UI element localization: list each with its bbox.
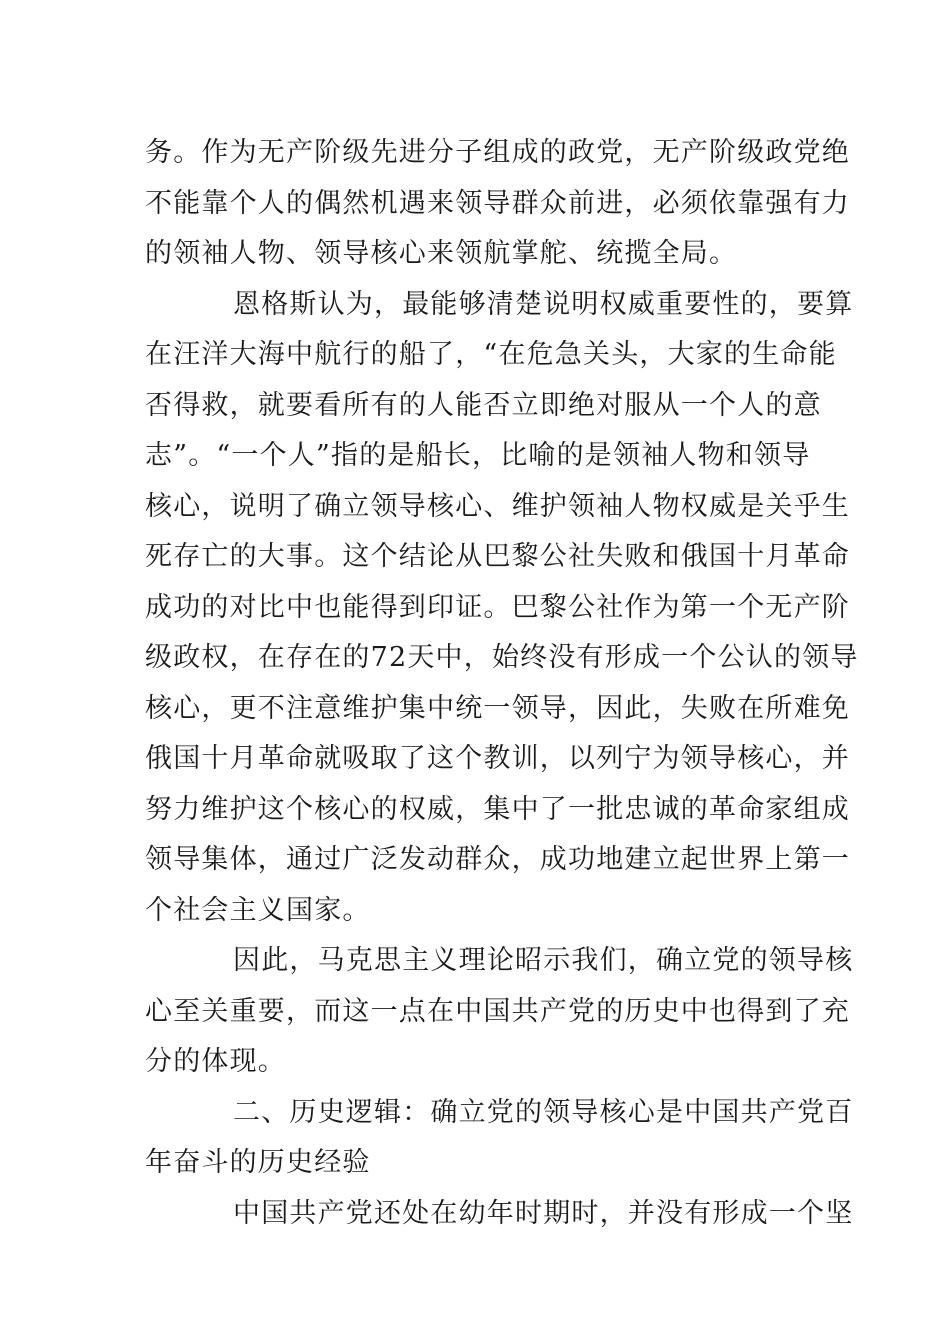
text-line: 领导集体，通过广泛发动群众，成功地建立起世界上第一 bbox=[145, 844, 850, 875]
body-text bbox=[145, 128, 859, 1239]
text-line: 在汪洋大海中航行的船了，“在危急关头，大家的生命能 bbox=[145, 339, 837, 370]
text-line: 核心，说明了确立领导核心、维护领袖人物权威是关乎生 bbox=[145, 490, 850, 522]
text-line: 努力维护这个核心的权威，集中了一批忠诚的革命家组成 bbox=[145, 793, 850, 825]
text-line: 心至关重要，而这一点在中国共产党的历史中也得到了充 bbox=[145, 995, 850, 1027]
text-line: 核心，更不注意维护集中统一领导，因此，失败在所难免 bbox=[145, 692, 850, 724]
text-line: 死存亡的大事。这个结论从巴黎公社失败和俄国十月革命 bbox=[145, 541, 850, 572]
paragraph-start-line: 恩格斯认为，最能够清楚说明权威重要性的，要算 bbox=[233, 288, 854, 320]
text-line: 分的体现。 bbox=[145, 1046, 286, 1077]
paragraph-start-line: 中国共产党还处在幼年时期时，并没有形成一个坚 bbox=[233, 1197, 854, 1229]
text-line: 否得救，就要看所有的人能否立即绝对服从一个人的意 bbox=[145, 389, 822, 421]
text-line: 的领袖人物、领导核心来领航掌舵、统揽全局。 bbox=[145, 238, 738, 269]
text-line: 成功的对比中也能得到印证。巴黎公社作为第一个无产阶 bbox=[145, 591, 850, 623]
text-line: 个社会主义国家。 bbox=[145, 894, 371, 926]
text-line: 级政权，在存在的72天中，始终没有形成一个公认的领导 bbox=[145, 642, 859, 673]
text-line: 俄国十月革命就吸取了这个教训，以列宁为领导核心，并 bbox=[145, 743, 850, 774]
text-line: 务。作为无产阶级先进分子组成的政党，无产阶级政党绝 bbox=[145, 137, 850, 168]
text-line: 志”。“一个人”指的是船长，比喻的是领袖人物和领导 bbox=[145, 440, 811, 471]
paragraph-start-line: 因此，马克思主义理论昭示我们，确立党的领导核 bbox=[233, 945, 854, 976]
section-heading-line: 二、历史逻辑：确立党的领导核心是中国共产党百 bbox=[233, 1096, 854, 1128]
section-heading-line: 年奋斗的历史经验 bbox=[145, 1147, 371, 1178]
text-line: 不能靠个人的偶然机遇来领导群众前进，必须依靠强有力 bbox=[145, 187, 850, 219]
